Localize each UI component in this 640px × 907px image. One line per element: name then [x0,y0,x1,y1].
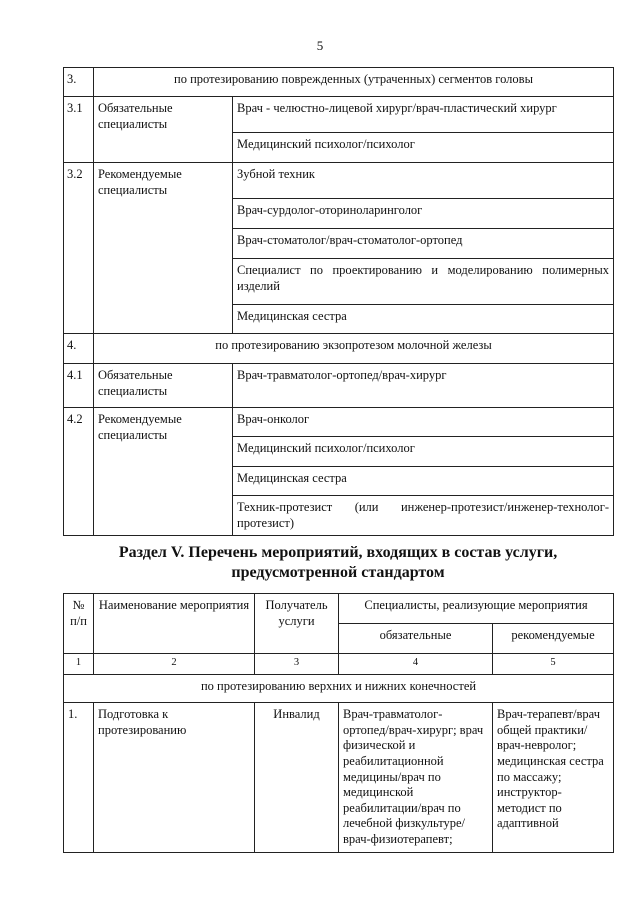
specialist-category: Обязательные специалисты [94,364,233,408]
recipient: Инвалид [255,703,339,853]
header-num: № п/п [64,594,94,654]
row-number: 3. [64,68,94,97]
table-row [64,408,614,437]
specialist-category: Обязательные специалисты [94,97,233,163]
specialist: Врач-травматолог-ортопед/врач-хирург [233,364,614,408]
group-header-row [64,675,614,703]
section-title-line-1: Раздел V. Перечень мероприятий, входящих в состав услуги, [118,544,558,561]
table-row [64,334,614,364]
column-number: 5 [493,654,614,675]
mandatory-specialists: Врач-травматолог-ортопед/врач-хирург; врач физической и реабилитационной медицины/врач по медицинской реабилитации/врач по лечебной физкультуре/ врач-физиотерапевт; [339,703,493,853]
page-number: 5 [316,38,324,53]
specialist-category: Рекомендуемые специалисты [94,408,233,536]
row-number: 4.2 [64,408,94,536]
column-number-row [64,654,614,675]
row-number: 3.2 [64,163,94,334]
specialist: Врач-сурдолог-оториноларинголог [233,199,614,229]
specialist: Специалист по проектированию и моделированию полимерных изделий [233,259,614,305]
column-number: 1 [64,654,94,675]
specialist: Зубной техник [233,163,614,199]
row-number: 3.1 [64,97,94,163]
specialist-category: Рекомендуемые специалисты [94,163,233,334]
table-row [64,97,614,133]
specialist: Медицинская сестра [233,305,614,334]
specialist: Врач-онколог [233,408,614,437]
activity-name: Подготовка к протезированию [94,703,255,853]
header-mandatory: обязательные [339,624,493,654]
activities-table [63,593,614,853]
table-header-row [64,594,614,624]
row-number: 4. [64,334,94,364]
specialist: Медицинский психолог/психолог [233,133,614,163]
section-title-line-2: предусмотренной стандартом [231,564,445,581]
header-name: Наименование мероприятия [94,594,255,654]
specialist: Медицинский психолог/психолог [233,437,614,467]
specialist: Врач-стоматолог/врач-стоматолог-ортопед [233,229,614,259]
group-header: по протезированию экзопротезом молочной железы [94,334,614,364]
row-number: 1. [64,703,94,853]
specialist: Медицинская сестра [233,467,614,496]
specialist: Врач - челюстно-лицевой хирург/врач-пластический хирург [233,97,614,133]
section-title [60,543,616,583]
column-number: 4 [339,654,493,675]
table-row [64,703,614,853]
group-header: по протезированию поврежденных (утраченных) сегментов головы [94,68,614,97]
group-header: по протезированию верхних и нижних конечностей [64,675,614,703]
recommended-specialists: Врач-терапевт/врач общей практики/врач-невролог; медицинская сестра по массажу; инструктор-методист по адаптивной [493,703,614,853]
header-recipient: Получатель услуги [255,594,339,654]
specialist: Техник-протезист (или инженер-протезист/инженер-технолог-протезист) [233,496,614,536]
table-row [64,68,614,97]
header-recommended: рекомендуемые [493,624,614,654]
header-specialists: Специалисты, реализующие мероприятия [339,594,614,624]
column-number: 2 [94,654,255,675]
column-number: 3 [255,654,339,675]
table-row [64,163,614,199]
row-number: 4.1 [64,364,94,408]
table-row [64,364,614,408]
specialists-table [63,67,614,536]
